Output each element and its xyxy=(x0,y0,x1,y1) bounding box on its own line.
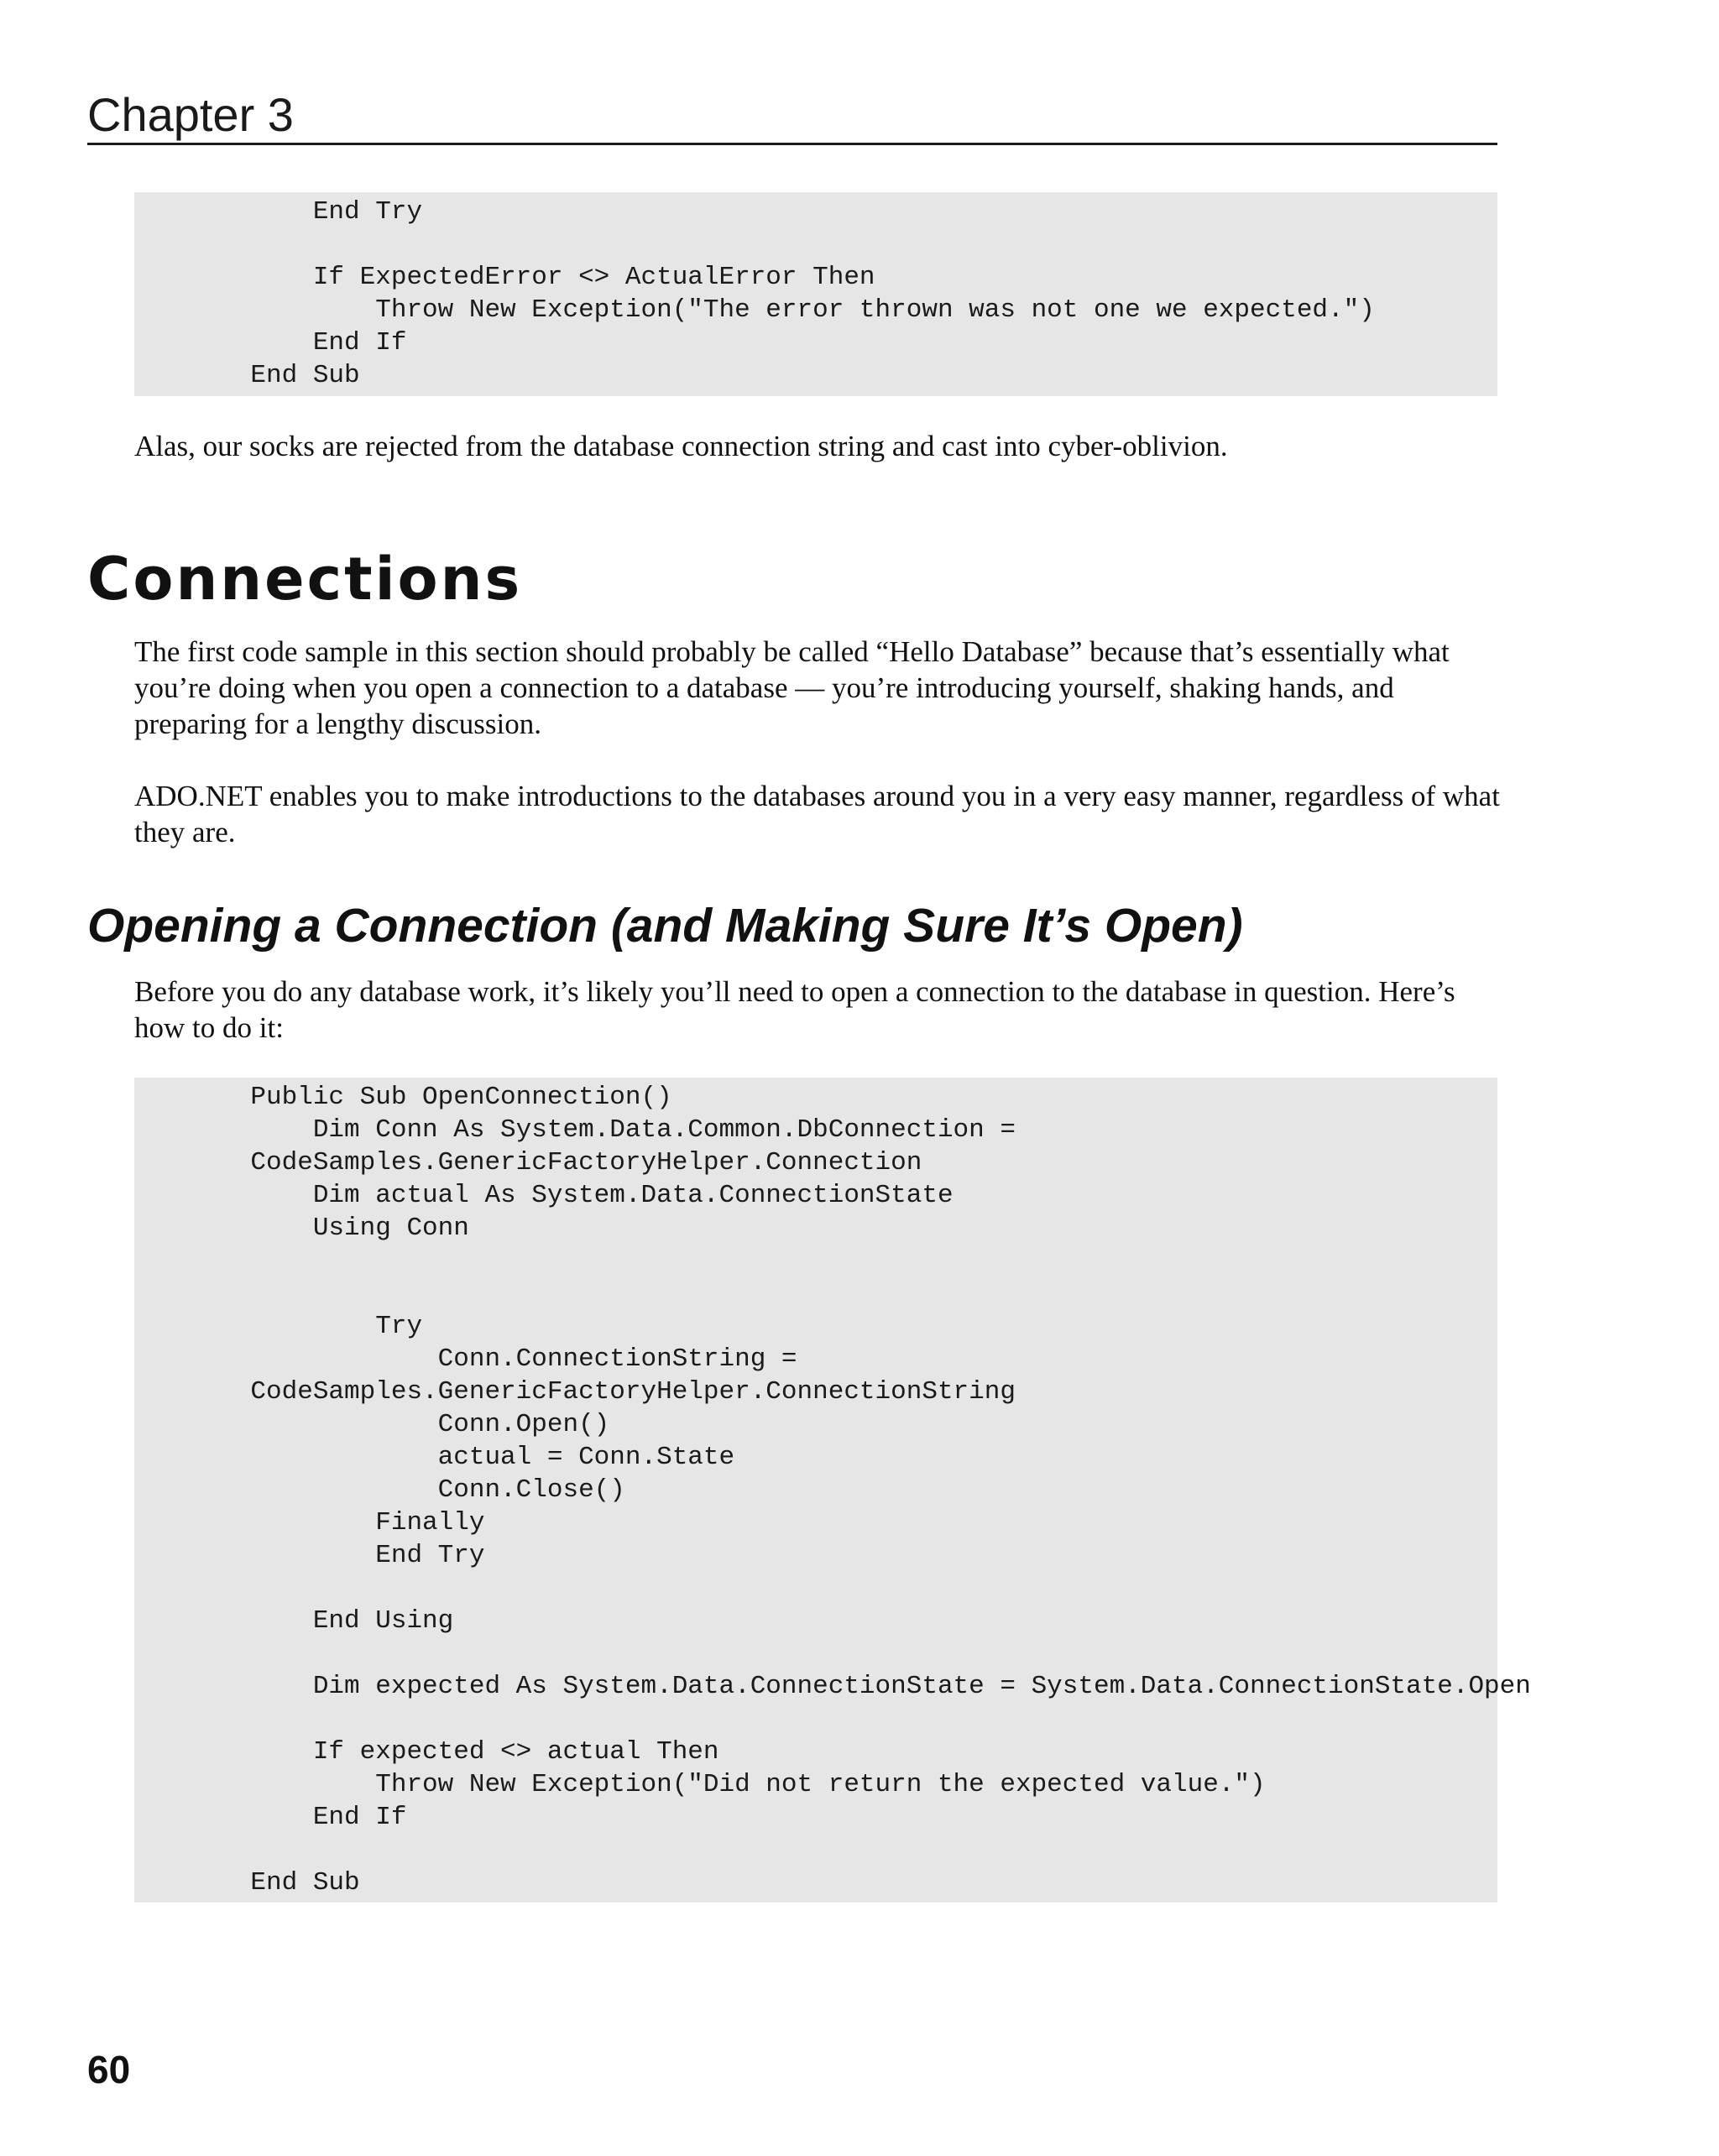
code-line: Try xyxy=(188,1312,423,1341)
code-line: Using Conn xyxy=(188,1214,469,1243)
body-paragraph: ADO.NET enables you to make introductions to the databases around you in a very easy manner, regardless of what they are. xyxy=(134,780,1500,848)
code-line: Dim actual As System.Data.ConnectionState xyxy=(188,1181,954,1210)
code-line xyxy=(188,1834,1497,1866)
code-line: End Sub xyxy=(188,361,360,390)
running-head: Chapter 3 xyxy=(87,88,294,141)
body-paragraph: The first code sample in this section should probably be called “Hello Database” because that’s essentially what you’re doing when you open a connection to a database — you’re introducing yourself, shaking hands, and preparing for a lengthy discussion. xyxy=(134,635,1450,740)
code-line: Conn.Close() xyxy=(188,1475,625,1505)
code-line: End Try xyxy=(188,197,423,227)
code-line: End Sub xyxy=(188,1868,360,1898)
code-line: Conn.Open() xyxy=(188,1410,610,1439)
code-line: Public Sub OpenConnection() xyxy=(188,1083,672,1112)
code-line: Finally xyxy=(188,1508,485,1537)
code-line: End If xyxy=(188,1803,407,1832)
body-paragraph: Before you do any database work, it’s likely you’ll need to open a connection to the database in question. Here’s how to do it: xyxy=(134,975,1455,1044)
body-paragraph: Alas, our socks are rejected from the database connection string and cast into cyber-oblivion. xyxy=(134,430,1228,462)
code-line: CodeSamples.GenericFactoryHelper.Connection xyxy=(188,1148,922,1177)
code-block xyxy=(134,1078,1531,1903)
code-line: Throw New Exception("The error thrown was not one we expected.") xyxy=(188,295,1375,325)
code-line xyxy=(188,1245,1497,1277)
code-line: End Try xyxy=(188,1541,485,1570)
page-number: 60 xyxy=(87,2048,131,2091)
code-line: End Using xyxy=(188,1606,454,1636)
code-block xyxy=(134,192,1497,396)
code-line xyxy=(188,1572,1497,1605)
code-line: If ExpectedError <> ActualError Then xyxy=(188,263,875,292)
code-line: Throw New Exception("Did not return the expected value.") xyxy=(188,1770,1266,1799)
code-line xyxy=(188,1703,1497,1736)
section-heading: Connections xyxy=(87,545,523,613)
header-rule xyxy=(87,143,1497,145)
code-line: Conn.ConnectionString = xyxy=(188,1344,797,1374)
code-line xyxy=(188,228,1497,261)
code-line: Dim Conn As System.Data.Common.DbConnection = xyxy=(188,1115,1016,1145)
code-line: CodeSamples.GenericFactoryHelper.ConnectionString xyxy=(188,1377,1016,1407)
code-line: If expected <> actual Then xyxy=(188,1737,719,1767)
code-line: End If xyxy=(188,328,407,358)
code-line: actual = Conn.State xyxy=(188,1443,735,1472)
code-line: Dim expected As System.Data.ConnectionState = System.Data.ConnectionState.Open xyxy=(188,1672,1531,1701)
subsection-heading: Opening a Connection (and Making Sure It’s Open) xyxy=(87,899,1243,953)
code-line xyxy=(188,1637,1497,1670)
code-line xyxy=(188,1277,1497,1310)
